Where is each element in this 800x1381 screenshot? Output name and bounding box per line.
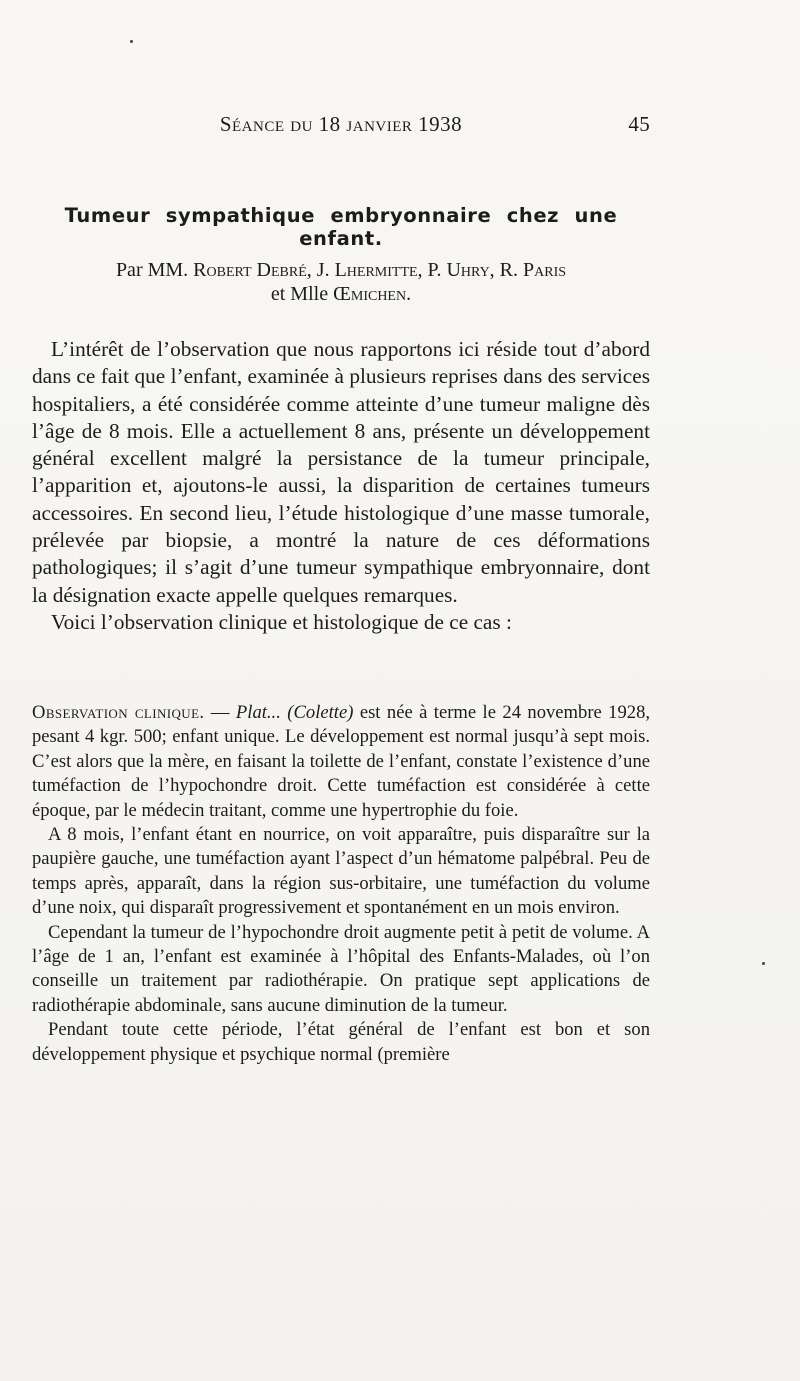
authors-prefix-2: et Mlle	[270, 283, 334, 305]
scan-speck	[762, 962, 765, 965]
running-title: Séance du 18 janvier 1938	[219, 112, 463, 136]
authors-line-2	[32, 282, 650, 306]
introduction	[32, 336, 650, 636]
author-name-last: Œmichen.	[333, 283, 412, 305]
observation-dash: —	[204, 702, 236, 723]
observation-paragraph-2: A 8 mois, l’enfant étant en nourrice, on voit apparaître, puis disparaître sur la paupière gauche, une tuméfaction ayant l’aspect d’un hématome palpébral. Peu de temps après, apparaît, dans la région sus-orbitaire, une tuméfaction du volume d’une noix, qui disparaît progressivement et spontanément en un mois environ.	[32, 824, 650, 919]
observation-paragraph-1	[32, 701, 650, 823]
observation-paragraph-4: Pendant toute cette période, l’état général de l’enfant est bon et son développement physique et psychique normal (première	[32, 1019, 650, 1065]
intro-paragraph: L’intérêt de l’observation que nous rapportons ici réside tout d’abord dans ce fait que l’enfant, examinée à plusieurs reprises dans des services hospitaliers, a été considérée comme atteinte d’une tumeur maligne dès l’âge de 8 mois. Elle a actuellement 8 ans, présente un développement général excellent malgré la persistance de la tumeur principale, l’apparition et, ajoutons-le aussi, la disparition de certaines tumeurs accessoires. En second lieu, l’étude histologique d’une masse tumorale, prélevée par biopsie, a montré la nature de ces déformations pathologiques; il s’agit d’une tumeur sympathique embryonnaire, dont la désignation exacte appelle quelques remarques.	[32, 337, 650, 607]
observation-text: est née à terme le 24 novembre 1928, pesant 4 kgr. 500; enfant unique. Le développement est normal jusqu’à sept mois. C’est alors que la mère, en faisant la toilette de l’enfant, constate l’existence d’une tuméfaction de l’hypochondre droit. Cette tuméfaction est considérée à cette époque, par le médecin traitant, comme une hypertrophie du foie.	[32, 702, 651, 821]
running-header	[32, 112, 650, 142]
author-names: Robert Debré, J. Lhermitte, P. Uhry, R. Paris	[193, 259, 567, 281]
clinical-observation	[32, 701, 650, 1067]
page-number: 45	[628, 112, 650, 136]
intro-paragraph-transition: Voici l’observation clinique et histologique de ce cas :	[51, 609, 512, 634]
authors	[32, 258, 650, 306]
article-title: Tumeur sympathique embryonnaire chez une enfant.	[64, 204, 618, 250]
observation-paragraph-3: Cependant la tumeur de l’hypochondre droit augmente petit à petit de volume. A l’âge de 1 an, l’enfant est examinée à l’hôpital des Enfants-Malades, où l’on conseille un traitement par radiothérapie. On pratique sept applications de radiothérapie abdominale, sans aucune diminution de la tumeur.	[32, 921, 650, 1016]
authors-prefix: Par MM.	[115, 259, 194, 281]
patient-name: Plat...	[235, 702, 281, 723]
patient-first-name: (Colette)	[287, 702, 354, 723]
scan-speck	[130, 40, 133, 43]
observation-label: Observation clinique.	[32, 702, 205, 723]
